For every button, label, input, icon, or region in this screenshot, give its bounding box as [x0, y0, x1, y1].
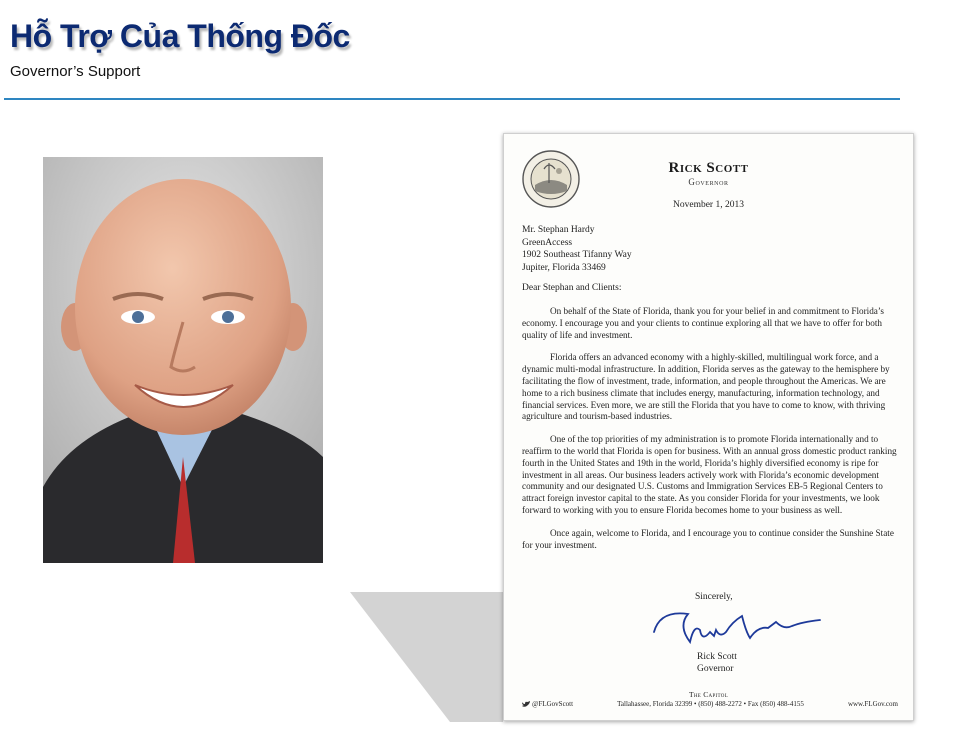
signer-name: Rick Scott — [697, 652, 737, 662]
page-subtitle: Governor’s Support — [10, 63, 141, 80]
address-line: 1902 Southeast Tifanny Way — [522, 250, 632, 260]
address-line: GreenAccess — [522, 237, 573, 248]
letter-paragraph: Florida offers an advanced economy with a highly-skilled, multilingual work force, and a dynamic multi-modal infrastructure. In addition, Florida serves as the gateway to the hemisphere by facilitating the flow of investment, trade, information, and people throughout the Americas. We are home to a rich business climate that includes energy, manufacturing, information technology, and financial services. Even more, we are still the Florida that you have to come to know, with thriving agriculture and tourism-based industries. — [522, 352, 890, 422]
footer-website: www.FLGov.com — [847, 700, 898, 708]
governor-letter — [503, 133, 914, 721]
page-title: Hỗ Trợ Của Thống Đốc — [10, 18, 350, 54]
letter-date: November 1, 2013 — [673, 200, 744, 210]
letter-closing: Sincerely, — [695, 592, 733, 602]
twitter-bird-icon — [522, 701, 530, 708]
letter-paragraph: On behalf of the State of Florida, thank you for your belief in and commitment to Florida’s economy. I encourage you and your clients to continue exploring all that we have to offer for both quality of life and investment. — [522, 306, 884, 340]
letter-paragraph: Once again, welcome to Florida, and I encourage you to continue consider the Sunshine State for your investment. — [522, 527, 894, 550]
footer-twitter — [522, 700, 573, 708]
letter-paragraph: One of the top priorities of my administration is to promote Florida internationally and to reaffirm to the world that Florida is open for business. With an annual gross domestic product ranking fourth in the United States and 19th in the world, Florida’s highly diversified economy is ripe for investment in all areas. Our business leaders actively work with Florida’s economic development community and our designated U.S. Customs and Immigration Services EB-5 Regional Centers to attract foreign investor capital to the state. As you consider Florida for your investments, we look forward to working with you to ensure Florida becomes home to your business as well. — [522, 434, 897, 515]
footer-address: Tallahassee, Florida 32399 • (850) 488-2272 • Fax (850) 488-4155 — [617, 700, 804, 708]
letter-body — [522, 306, 898, 562]
handwritten-signature — [650, 602, 830, 652]
recipient-address — [522, 224, 632, 274]
signer-title: Governor — [697, 664, 734, 674]
letterhead-title: Governor — [688, 177, 729, 187]
salutation: Dear Stephan and Clients: — [522, 283, 622, 293]
address-line: Mr. Stephan Hardy — [522, 225, 595, 235]
address-line: Jupiter, Florida 33469 — [522, 262, 606, 273]
footer-capitol: The Capitol — [688, 690, 729, 699]
footer-twitter-handle: @FLGovScott — [532, 700, 574, 708]
letterhead-name: Rick Scott — [668, 160, 749, 176]
letter-footer — [522, 700, 898, 708]
